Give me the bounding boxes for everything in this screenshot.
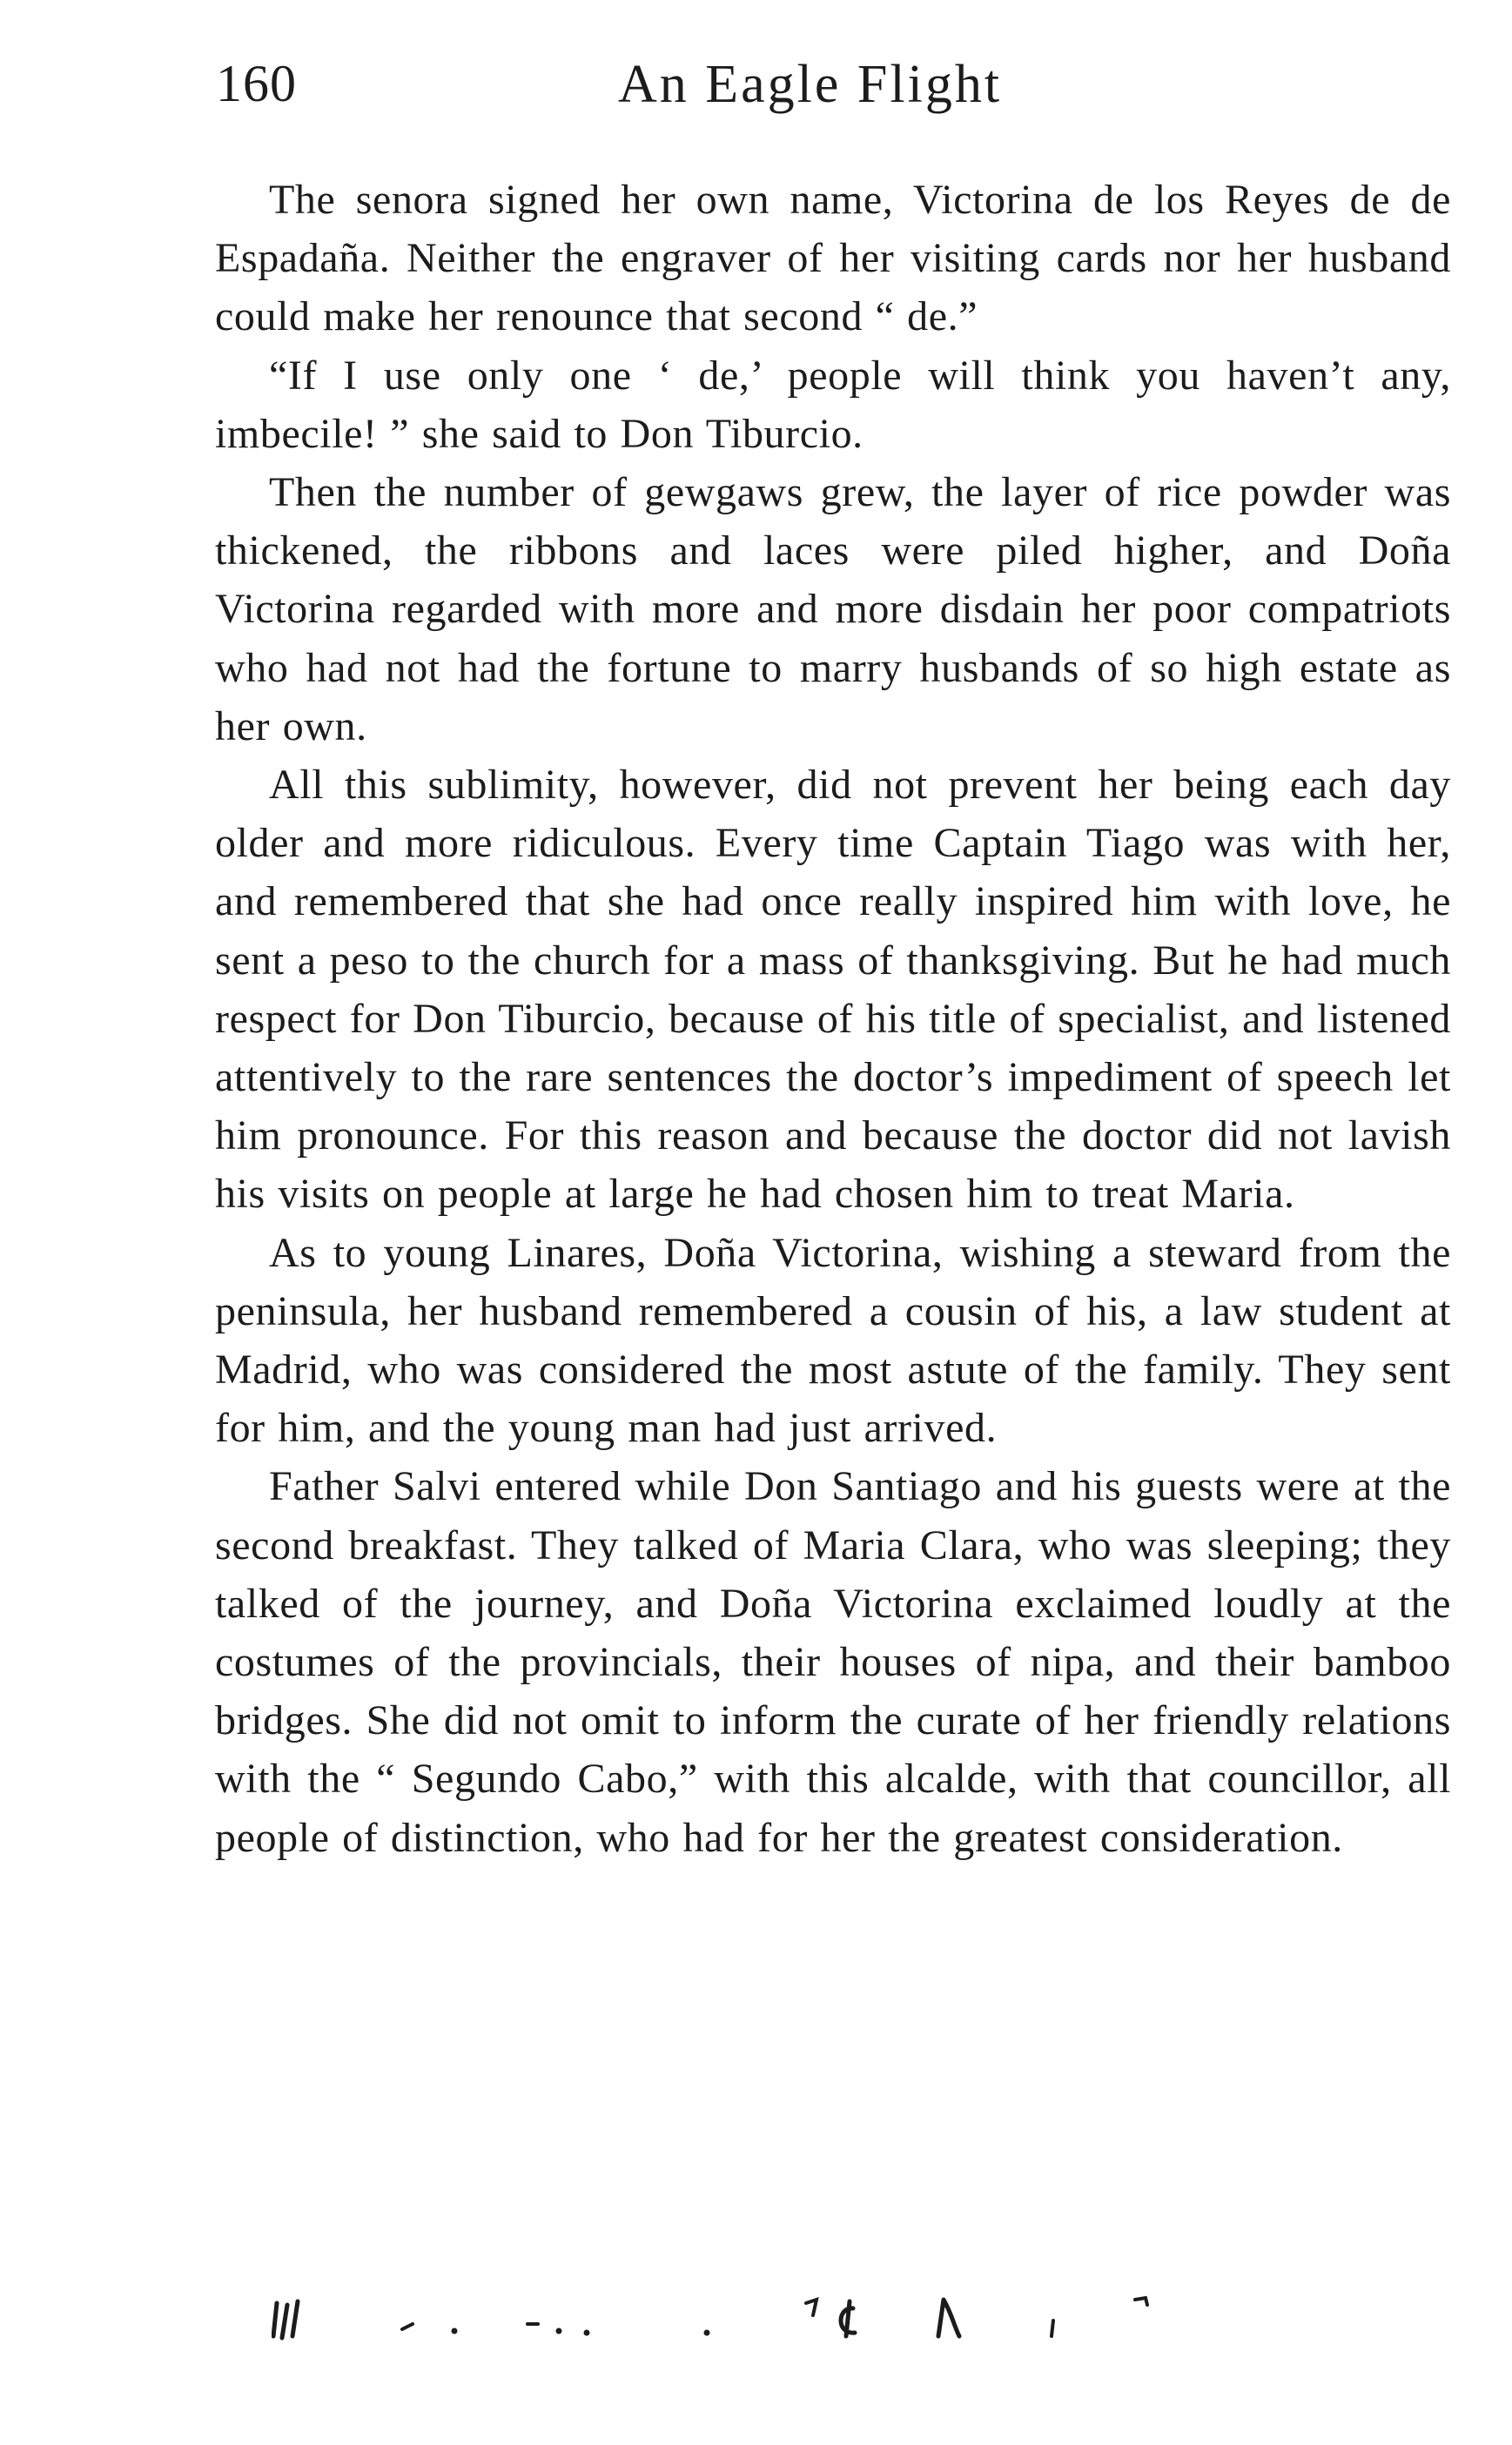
paragraph: As to young Linares, Doña Victorina, wishing a steward from the peninsula, her husband remembered a cousin of his, a law student at Madrid, who was considered the most astute of the family. They sent for him, and the young man had just arrived. bbox=[215, 1229, 1451, 1452]
faded-print-marks bbox=[272, 2294, 1194, 2347]
paragraph: The senora signed her own name, Victorina de los Reyes de de Espadaña. Neither the engraver of her visiting cards nor her husband could make her renounce that second “ de.” bbox=[215, 177, 1451, 340]
paragraph: Father Salvi entered while Don Santiago and his guests were at the second breakfast. They talked of Maria Clara, who was sleeping; they talked of the journey, and Doña Victorina exclaimed loudly at the costumes of the provincials, their houses of nipa, and their bamboo bridges. She did not omit to inform the curate of her friendly relations with the “ Segundo Cabo,” with this alcalde, with that councillor, all people of distinction, who had for her the greatest consideration. bbox=[215, 1463, 1451, 1861]
paragraph: Then the number of gewgaws grew, the layer of rice powder was thickened, the ribbons and laces were piled higher, and Doña Victorina regarded with more and more disdain her poor compatriots who had not had the fortune to marry husbands of so high estate as her own. bbox=[215, 469, 1451, 749]
page-header bbox=[174, 54, 1462, 124]
page-number: 160 bbox=[216, 55, 297, 112]
body-text bbox=[215, 171, 1451, 1867]
ink-smudges bbox=[272, 2294, 1194, 2347]
paragraph: “If I use only one ‘ de,’ people will think you haven’t any, imbecile! ” she said to Don Tiburcio. bbox=[215, 352, 1451, 457]
running-title: An Eagle Flight bbox=[618, 55, 1003, 114]
paragraph: All this sublimity, however, did not prevent her being each day older and more ridiculous. Every time Captain Tiago was with her, and remembered that she had once really inspired him with love, he sent a peso to the church for a mass of thanksgiving. But he had much respect for Don Tiburcio, because of his title of specialist, and listened attentively to the rare sentences the doctor’s impediment of speech let him pronounce. For this reason and because the doctor did not lavish his visits on people at large he had chosen him to treat Maria. bbox=[215, 762, 1451, 1218]
